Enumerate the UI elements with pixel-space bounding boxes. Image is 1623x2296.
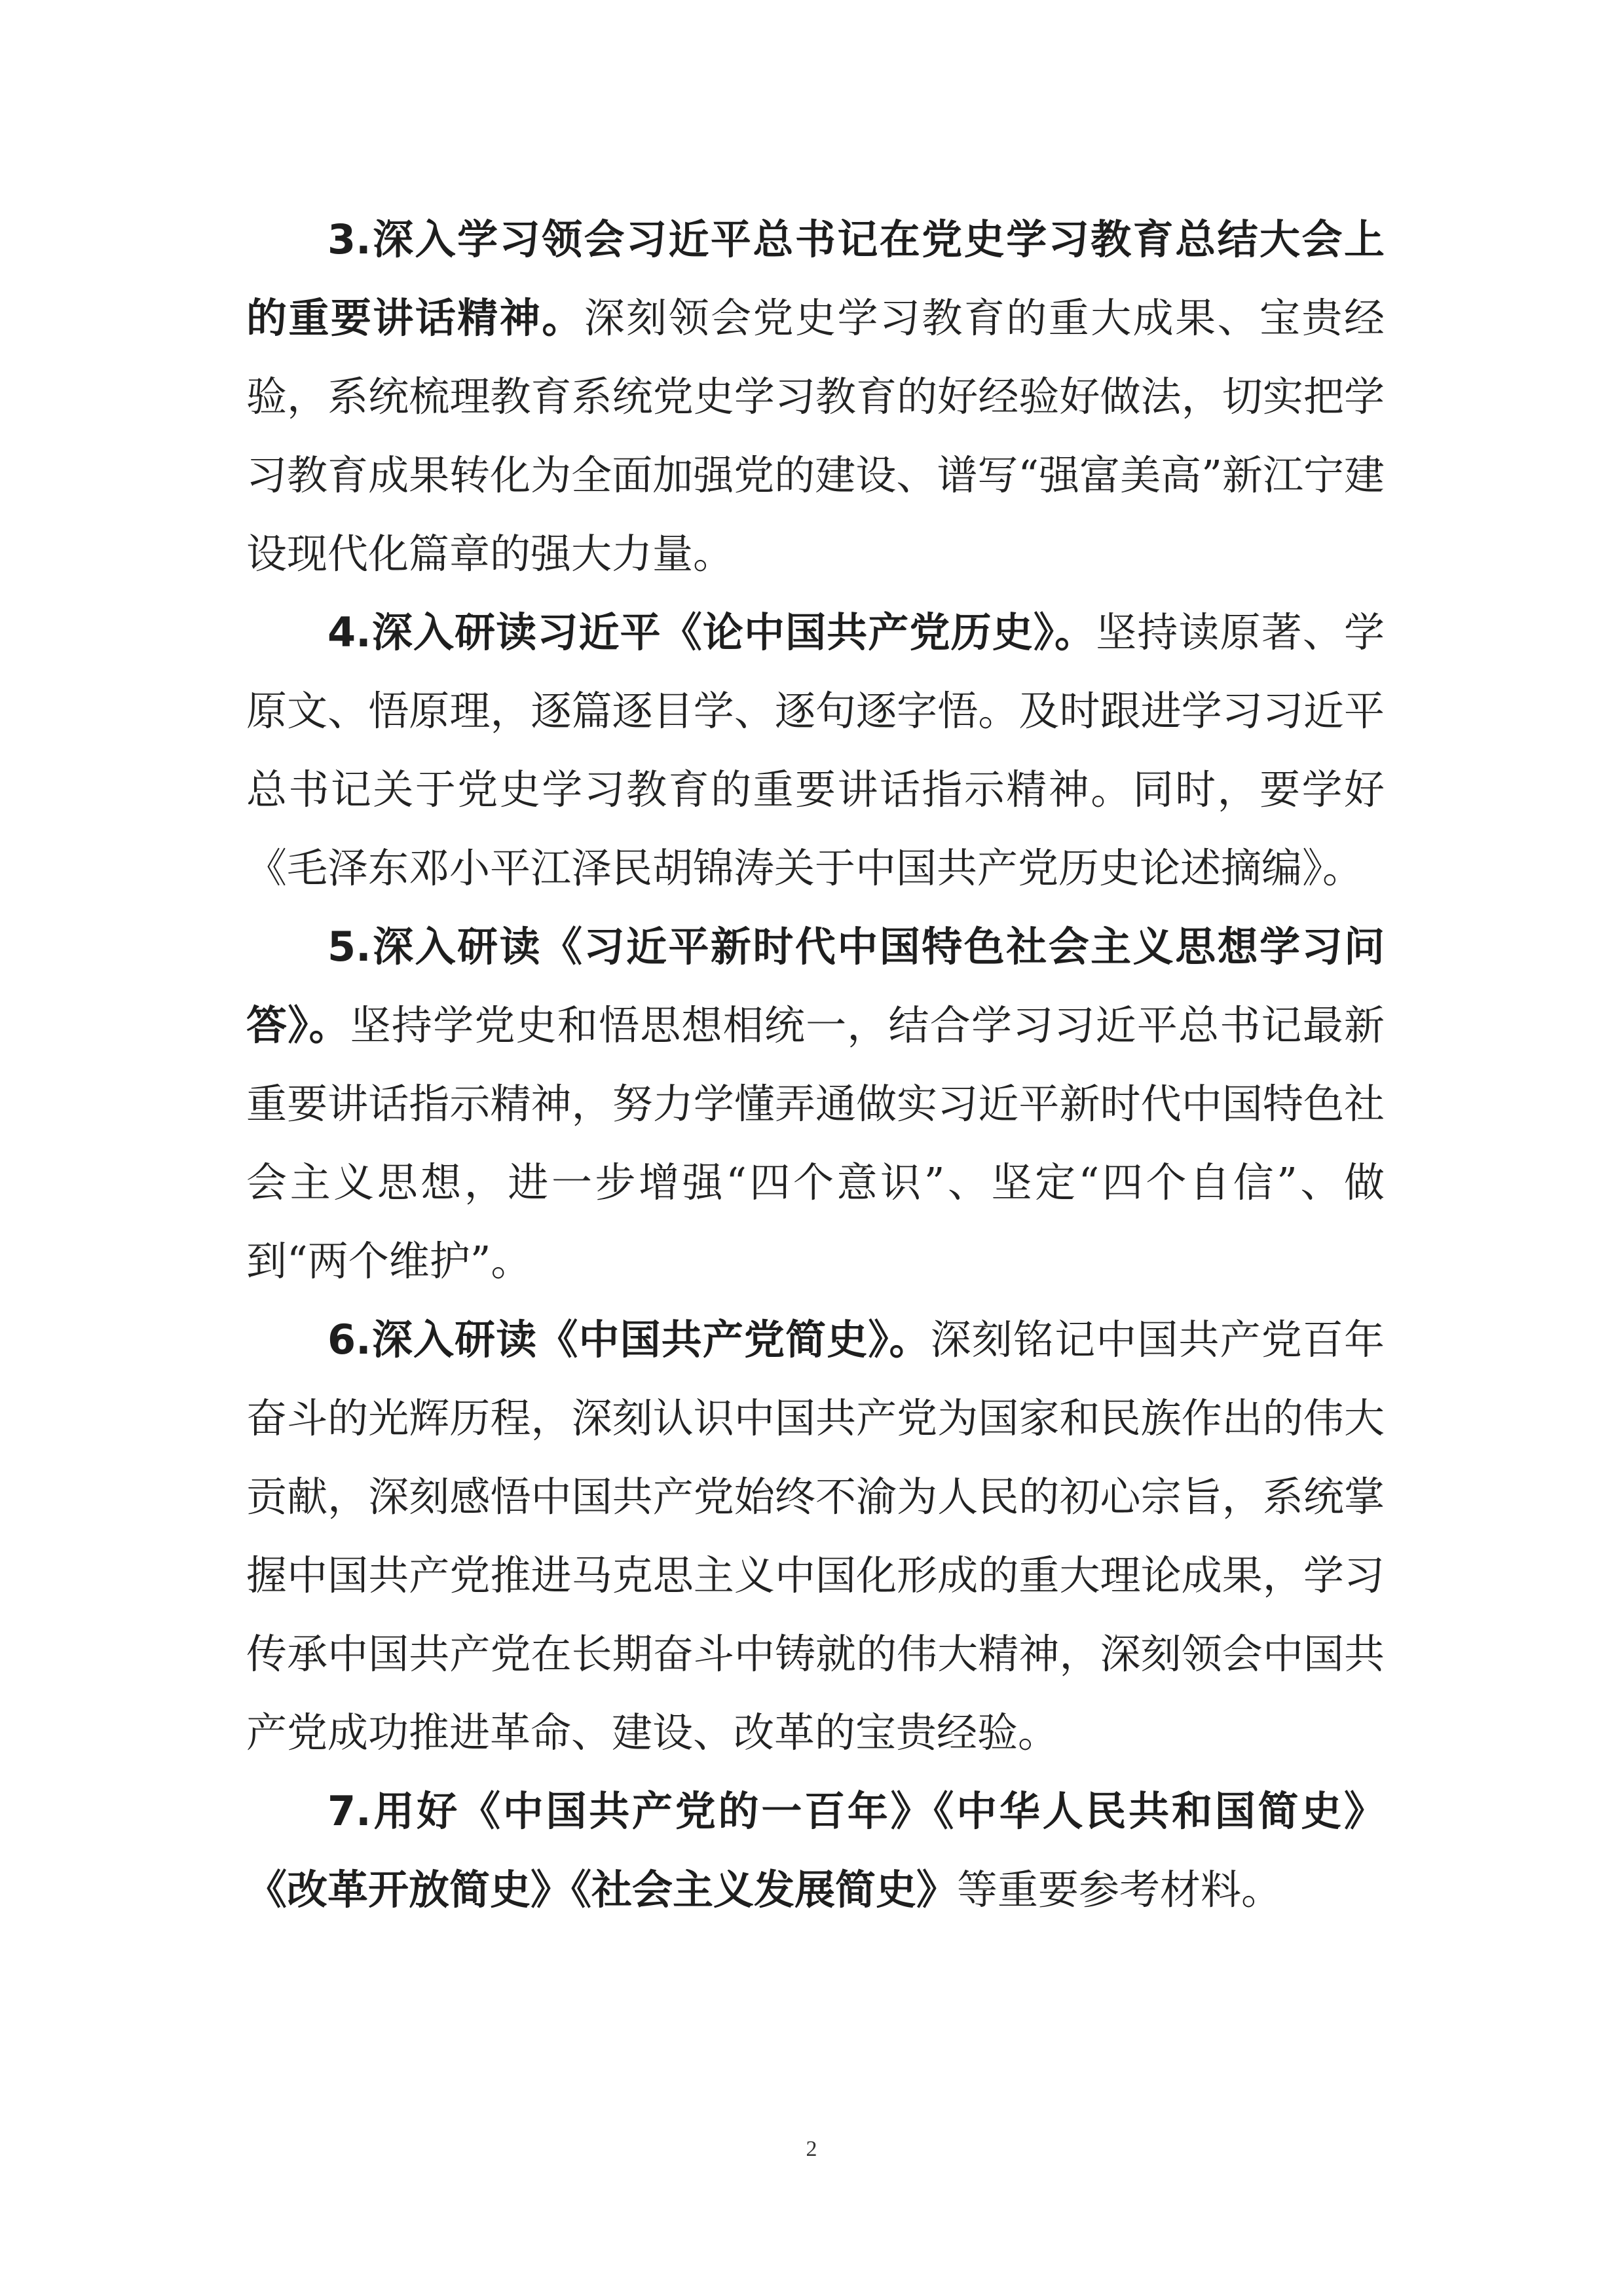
paragraph-5-heading: 5.深入研读《习近平新时代中国特色社会主义思想学习问答》。	[246, 923, 1385, 1049]
paragraph-6	[246, 1301, 1385, 1772]
paragraph-7-heading: 7.用好《中国共产党的一百年》《中华人民共和国简史》《改革开放简史》《社会主义发展简史》	[246, 1787, 1385, 1914]
paragraph-6-text: 深刻铭记中国共产党百年奋斗的光辉历程，深刻认识中国共产党为国家和民族作出的伟大贡献，深刻感悟中国共产党始终不渝为人民的初心宗旨，系统掌握中国共产党推进马克思主义中国化形成的重大理论成果，学习传承中国共产党在长期奋斗中铸就的伟大精神，深刻领会中国共产党成功推进革命、建设、改革的宝贵经验。	[246, 1316, 1385, 1756]
paragraph-3-heading: 3.深入学习领会习近平总书记在党史学习教育总结大会上的重要讲话精神。	[246, 215, 1385, 342]
paragraph-3-text: 深刻领会党史学习教育的重大成果、宝贵经验，系统梳理教育系统党史学习教育的好经验好做法，切实把学习教育成果转化为全面加强党的建设、谱写“强富美高”新江宁建设现代化篇章的强大力量。	[246, 294, 1385, 578]
paragraph-4-text: 坚持读原著、学原文、悟原理，逐篇逐目学、逐句逐字悟。及时跟进学习习近平总书记关于党史学习教育的重要讲话指示精神。同时，要学好《毛泽东邓小平江泽民胡锦涛关于中国共产党历史论述摘编》。	[246, 608, 1385, 892]
document-body	[246, 200, 1385, 1929]
paragraph-6-heading: 6.深入研读《中国共产党简史》。	[327, 1316, 931, 1363]
page-number: 2	[806, 2137, 817, 2161]
paragraph-5-text: 坚持学党史和悟思想相统一，结合学习习近平总书记最新重要讲话指示精神，努力学懂弄通做实习近平新时代中国特色社会主义思想，进一步增强“四个意识”、坚定“四个自信”、做到“两个维护”。	[246, 1001, 1385, 1285]
paragraph-3	[246, 200, 1385, 593]
paragraph-4	[246, 593, 1385, 908]
paragraph-7	[246, 1772, 1385, 1929]
paragraph-7-text: 等重要参考材料。	[957, 1866, 1282, 1914]
paragraph-5	[246, 908, 1385, 1301]
paragraph-4-heading: 4.深入研读习近平《论中国共产党历史》。	[327, 608, 1096, 656]
